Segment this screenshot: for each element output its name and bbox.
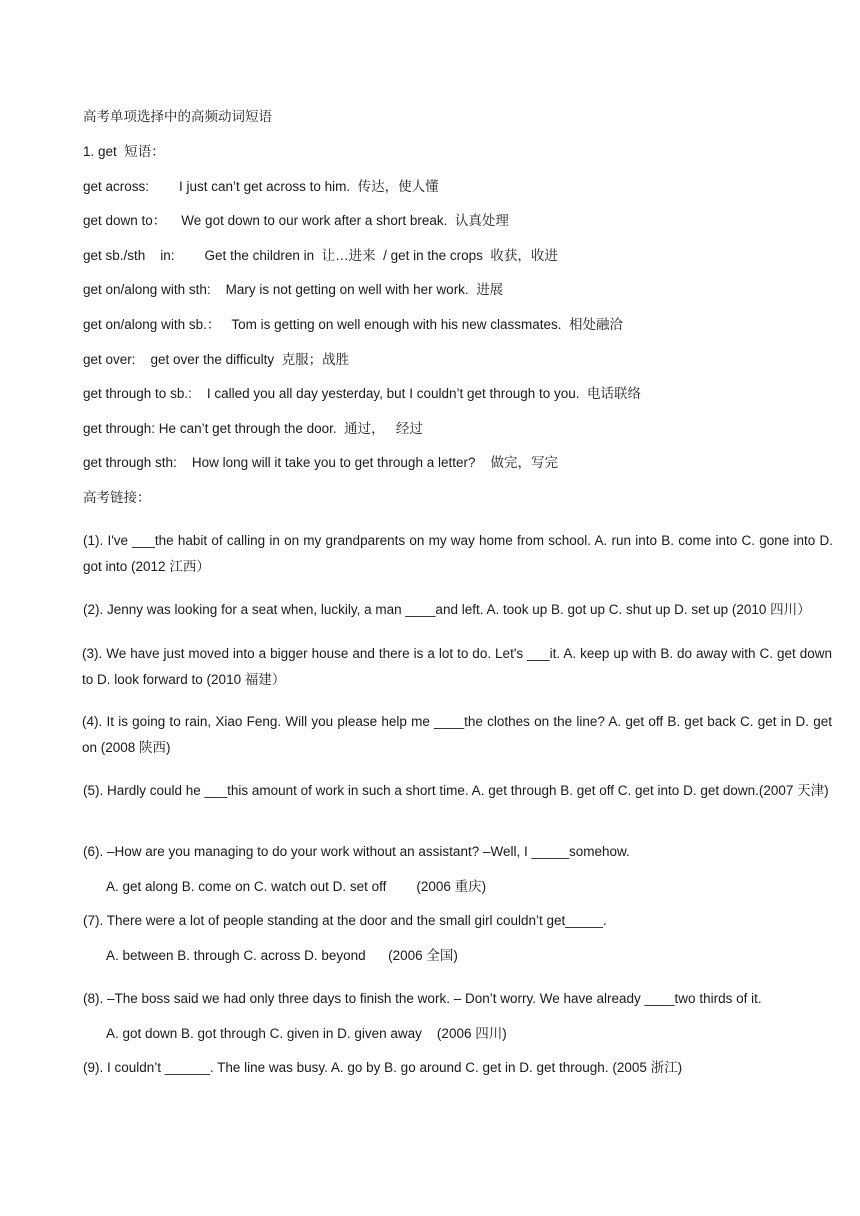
phrase-line: get over: get over the difficulty 克服；战胜: [83, 352, 350, 367]
phrase-line: get on/along with sb.： Tom is getting on well enough with his new classmates. 相处融洽: [83, 317, 624, 332]
links-heading: 高考链接：: [83, 490, 151, 505]
phrase-line: get down to： We got down to our work after a short break. 认真处理: [83, 213, 509, 228]
phrase-line: get across: I just can’t get across to him. 传达，使人懂: [83, 179, 439, 194]
question-2: (2). Jenny was looking for a seat when, luckily, a man ____and left. A. took up B. got up C. shut up D. set up (2010 四川）: [83, 602, 811, 617]
question-7: (7). There were a lot of people standing at the door and the small girl couldn’t get_____.: [83, 913, 607, 928]
section-heading-get: 1. get 短语：: [83, 144, 165, 159]
question-9: (9). I couldn’t ______. The line was busy. A. go by B. go around C. get in D. get through. (2005 浙江): [83, 1060, 683, 1075]
document-title: 高考单项选择中的高频动词短语: [83, 109, 272, 124]
phrase-line: get sb./sth in: Get the children in 让…进来 / get in the crops 收获，收进: [83, 248, 558, 263]
question-6: (6). –How are you managing to do your work without an assistant? –Well, I _____somehow.: [83, 844, 630, 859]
question-7-options: A. between B. through C. across D. beyond (2006 全国): [106, 948, 458, 963]
phrase-line: get on/along with sth: Mary is not getting on well with her work. 进展: [83, 282, 504, 297]
question-5: (5). Hardly could he ___this amount of work in such a short time. A. get through B. get off C. get into D. get down.(2007 天津): [83, 783, 829, 798]
question-8-options: A. got down B. got through C. given in D. given away (2006 四川): [106, 1026, 507, 1041]
phrase-line: get through: He can’t get through the door. 通过， 经过: [83, 421, 423, 436]
question-3: (3). We have just moved into a bigger house and there is a lot to do. Let's ___it. A. keep up with B. do away with C. get down to D. look forward to (2010 福建）: [82, 646, 832, 687]
question-4: (4). It is going to rain, Xiao Feng. Will you please help me ____the clothes on the line? A. get off B. get back C. get in D. get on (2008 陕西): [82, 714, 832, 755]
phrase-line: get through sth: How long will it take you to get through a letter? 做完，写完: [83, 455, 558, 470]
question-8: (8). –The boss said we had only three days to finish the work. – Don’t worry. We have already ____two thirds of it.: [83, 991, 762, 1006]
phrase-line: get through to sb.: I called you all day yesterday, but I couldn’t get through to you. 电话联络: [83, 386, 642, 401]
question-6-options: A. get along B. come on C. watch out D. set off (2006 重庆): [106, 879, 487, 894]
question-1: (1). I've ___the habit of calling in on my grandparents on my way home from school. A. run into B. come into C. gone into D. got into (2012 江西）: [83, 533, 833, 574]
